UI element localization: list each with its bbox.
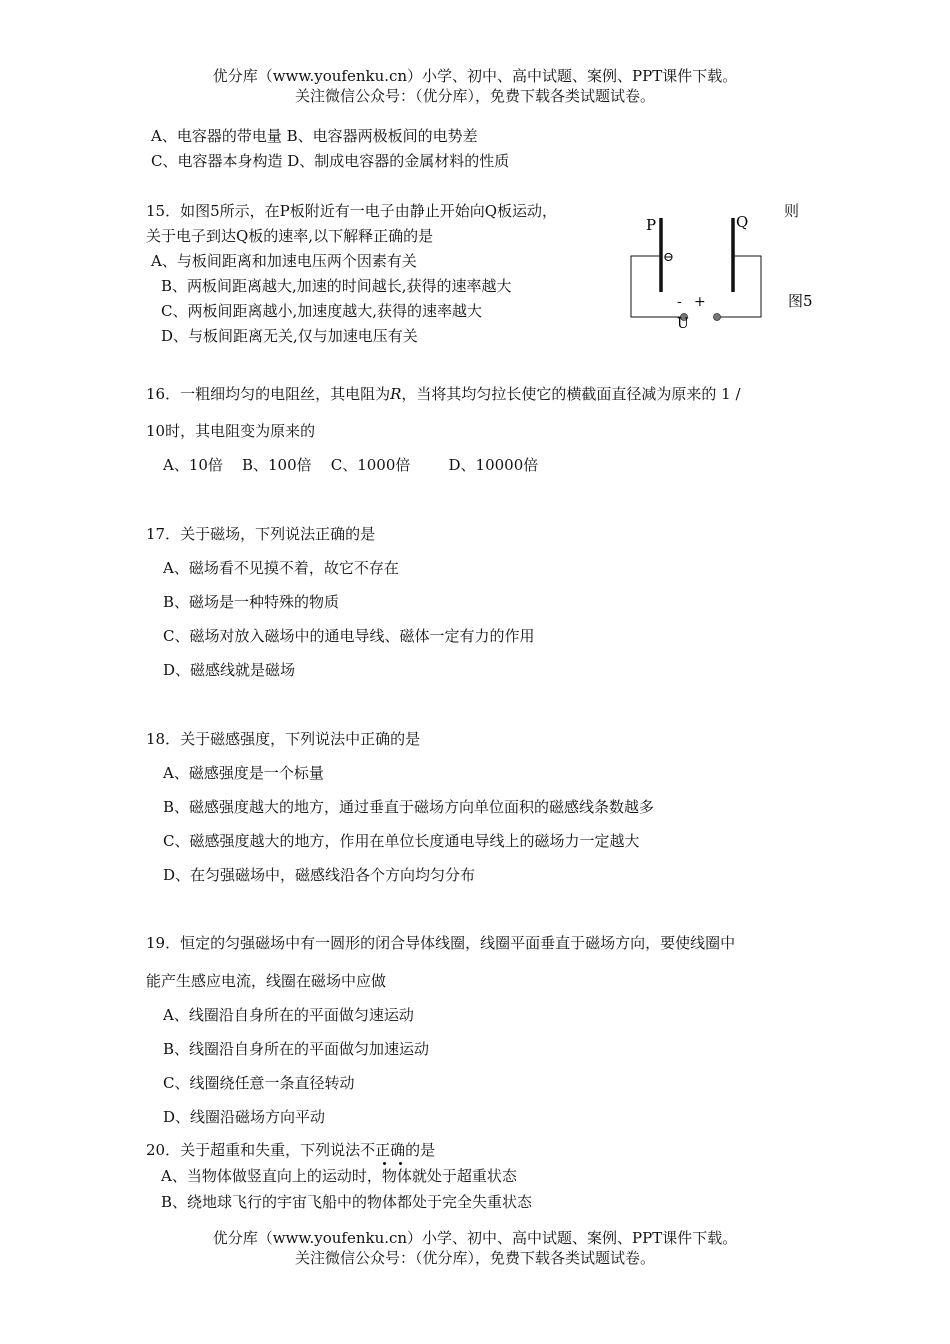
q18-stem: 18．关于磁感强度，下列说法中正确的是 — [146, 730, 421, 748]
q15-option-c: C、两板间距离越小,加速度越大,获得的速率越大 — [161, 302, 483, 320]
q19-stem-line-1: 19．恒定的匀强磁场中有一圆形的闭合导体线圈，线圈平面垂直于磁场方向，要使线圈中 — [146, 934, 736, 952]
plate-q-label: Q — [736, 213, 749, 231]
q16-variable-r: R — [390, 385, 402, 403]
q15-option-d: D、与板间距离无关,仅与加速电压有关 — [161, 327, 418, 345]
header-line-2: 关注微信公众号：（优分库），免费下载各类试题试卷。 — [294, 87, 655, 105]
q15-stem-line-2: 关于电子到达Q板的速率,以下解释正确的是 — [146, 227, 434, 245]
q18-option-d: D、在匀强磁场中，磁感线沿各个方向均匀分布 — [163, 866, 476, 884]
q17-option-c: C、磁场对放入磁场中的通电导线、磁体一定有力的作用 — [163, 627, 535, 645]
voltage-label: U — [677, 316, 689, 332]
q17-stem: 17．关于磁场，下列说法正确的是 — [146, 525, 376, 543]
q15-stem-line-1-end: 则 — [784, 202, 800, 220]
q18-option-b: B、磁感强度越大的地方，通过垂直于磁场方向单位面积的磁感线条数越多 — [163, 798, 655, 816]
q16-options: A、10倍 B、100倍 C、1000倍 D、10000倍 — [163, 456, 539, 474]
footer-line-1: 优分库（www.youfenku.cn）小学、初中、高中试题、案例、PPT课件下载。 — [212, 1229, 738, 1247]
q19-option-b: B、线圈沿自身所在的平面做匀加速运动 — [163, 1040, 430, 1058]
footer-line-2: 关注微信公众号：（优分库），免费下载各类试题试卷。 — [294, 1249, 655, 1267]
q19-option-d: D、线圈沿磁场方向平动 — [163, 1108, 326, 1126]
terminal-positive — [714, 314, 721, 321]
wire-right — [717, 256, 761, 317]
q19-option-a: A、线圈沿自身所在的平面做匀速运动 — [163, 1006, 414, 1024]
q18-option-a: A、磁感强度是一个标量 — [163, 764, 324, 782]
q17-option-b: B、磁场是一种特殊的物质 — [163, 593, 340, 611]
q16-stem-line-1 — [146, 384, 741, 404]
q14-options-ab: A、电容器的带电量 B、电容器两极板间的电势差 — [151, 127, 478, 145]
q16-stem-part-a: 16．一粗细均匀的电阻丝，其电阻为 — [146, 385, 391, 403]
emphasis-dot — [383, 1162, 386, 1165]
terminal-minus-label: - — [677, 294, 682, 310]
q20-option-a: A、当物体做竖直向上的运动时，物体就处于超重状态 — [161, 1167, 517, 1185]
q20-option-b: B、绕地球飞行的宇宙飞船中的物体都处于完全失重状态 — [161, 1193, 533, 1211]
q19-option-c: C、线圈绕任意一条直径转动 — [163, 1074, 355, 1092]
q15-option-b: B、两板间距离越大,加速的时间越长,获得的速率越大 — [161, 277, 512, 295]
figure-caption: 图5 — [788, 292, 813, 310]
terminal-plus-label: + — [694, 294, 706, 310]
q16-stem-part-b: ，当将其均匀拉长使它的横截面直径减为原来的 1 / — [401, 385, 741, 403]
q17-option-a: A、磁场看不见摸不着，故它不存在 — [163, 559, 399, 577]
q19-stem-line-2: 能产生感应电流，线圈在磁场中应做 — [146, 972, 387, 990]
electron-icon: ⊖ — [663, 250, 674, 265]
q15-option-a: A、与板间距离和加速电压两个因素有关 — [151, 252, 417, 270]
q16-stem-line-2: 10时，其电阻变为原来的 — [146, 422, 316, 440]
header-line-1: 优分库（www.youfenku.cn）小学、初中、高中试题、案例、PPT课件下载。 — [212, 67, 738, 85]
q20-stem: 20．关于超重和失重，下列说法不正确的是 — [146, 1141, 436, 1159]
q17-option-d: D、磁感线就是磁场 — [163, 661, 296, 679]
q15-stem-line-1: 15．如图5所示，在P板附近有一电子由静止开始向Q板运动， — [146, 202, 558, 220]
plate-p-label: P — [646, 216, 657, 234]
q14-options-cd: C、电容器本身构造 D、制成电容器的金属材料的性质 — [151, 152, 510, 170]
figure-5-diagram — [600, 200, 830, 340]
q18-option-c: C、磁感强度越大的地方，作用在单位长度通电导线上的磁场力一定越大 — [163, 832, 640, 850]
emphasis-dot — [399, 1162, 402, 1165]
